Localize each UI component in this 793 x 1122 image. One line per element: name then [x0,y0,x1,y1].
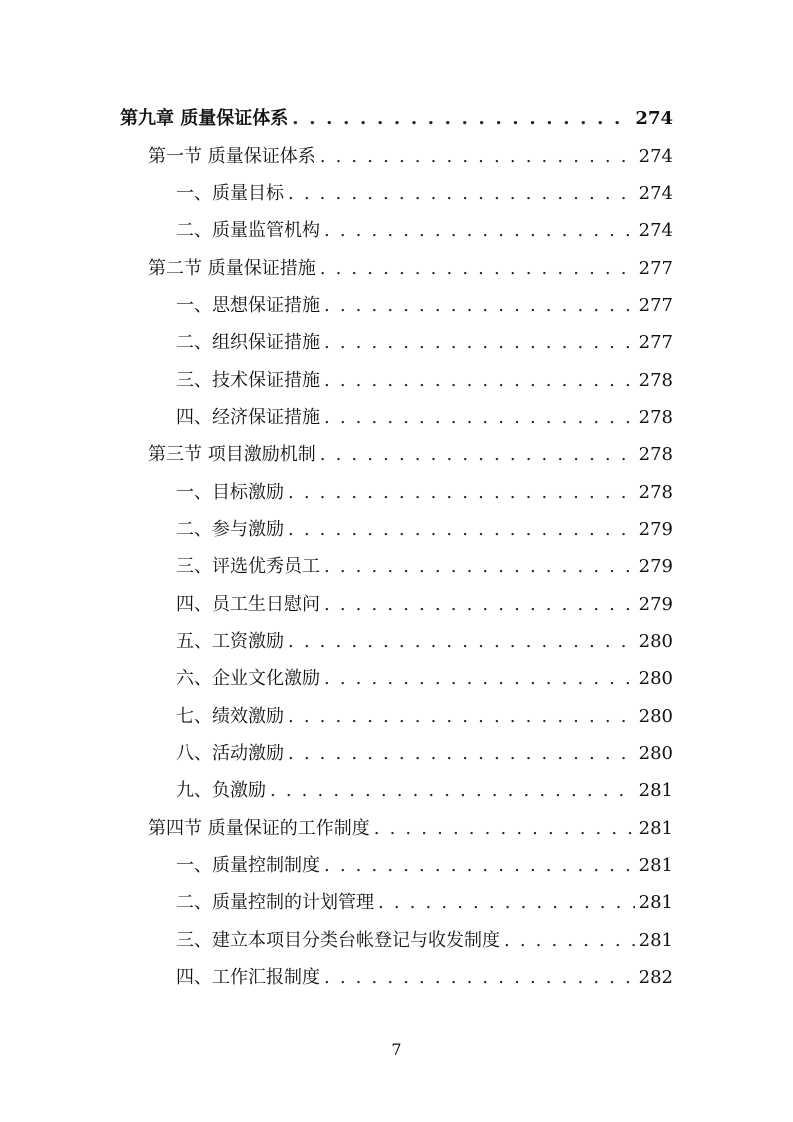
toc-subsection-entry[interactable] [176,926,673,956]
toc-leader-dots [288,739,635,769]
toc-section-entry[interactable] [148,142,673,172]
toc-leader-dots [288,627,635,657]
toc-leader-dots [324,552,635,582]
toc-entry-page: 279 [638,556,673,577]
toc-leader-dots [292,104,631,134]
toc-entry-page: 277 [638,258,673,279]
toc-entry-page: 278 [638,407,673,428]
toc-entry-title: 三、评选优秀员工 [176,556,320,577]
toc-entry-page: 278 [638,370,673,391]
toc-entry-title: 第九章 质量保证体系 [120,108,289,129]
toc-leader-dots [374,814,635,844]
toc-subsection-entry[interactable] [176,963,673,993]
page-number: 7 [391,1040,402,1059]
toc-subsection-entry[interactable] [176,664,673,694]
toc-entry-title: 二、质量监管机构 [176,220,320,241]
toc-entry-page: 274 [638,183,673,204]
toc-subsection-entry[interactable] [176,478,673,508]
toc-leader-dots [288,515,635,545]
toc-entry-title: 三、技术保证措施 [176,370,320,391]
toc-entry-title: 三、建立本项目分类台帐登记与收发制度 [176,930,500,951]
toc-entry-title: 第二节 质量保证措施 [148,258,316,279]
toc-leader-dots [324,590,635,620]
toc-entry-title: 七、绩效激励 [176,706,284,727]
toc-leader-dots [320,440,635,470]
toc-entry-page: 280 [638,706,673,727]
toc-entry-page: 281 [638,855,673,876]
toc-subsection-entry[interactable] [176,552,673,582]
toc-entry-page: 280 [638,631,673,652]
toc-subsection-entry[interactable] [176,515,673,545]
toc-leader-dots [324,366,635,396]
toc-subsection-entry[interactable] [176,366,673,396]
toc-leader-dots [324,216,635,246]
toc-entry-title: 五、工资激励 [176,631,284,652]
toc-leader-dots [270,776,635,806]
toc-leader-dots [324,664,635,694]
toc-entry-title: 二、质量控制的计划管理 [176,892,374,913]
toc-leader-dots [324,963,635,993]
toc-entry-page: 281 [638,780,673,801]
toc-subsection-entry[interactable] [176,590,673,620]
toc-entry-page: 274 [635,108,673,129]
toc-section-entry[interactable] [148,814,673,844]
toc-subsection-entry[interactable] [176,702,673,732]
toc-entry-title: 一、质量目标 [176,183,284,204]
toc-entry-title: 二、参与激励 [176,519,284,540]
toc-entry-title: 六、企业文化激励 [176,668,320,689]
toc-entry-title: 四、员工生日慰问 [176,594,320,615]
toc-subsection-entry[interactable] [176,851,673,881]
toc-entry-title: 九、负激励 [176,780,266,801]
toc-entry-title: 二、组织保证措施 [176,332,320,353]
toc-section-entry[interactable] [148,440,673,470]
toc-leader-dots [378,888,635,918]
toc-leader-dots [324,851,635,881]
toc-entry-page: 281 [638,930,673,951]
toc-entry-page: 274 [638,146,673,167]
toc-subsection-entry[interactable] [176,216,673,246]
toc-entry-title: 一、目标激励 [176,482,284,503]
toc-subsection-entry[interactable] [176,627,673,657]
toc-entry-title: 一、质量控制制度 [176,855,320,876]
toc-entry-page: 280 [638,743,673,764]
toc-entry-page: 279 [638,594,673,615]
toc-entry-title: 四、经济保证措施 [176,407,320,428]
toc-leader-dots [288,179,635,209]
toc-entry-page: 279 [638,519,673,540]
toc-entry-page: 281 [638,818,673,839]
toc-entry-title: 一、思想保证措施 [176,295,320,316]
toc-subsection-entry[interactable] [176,179,673,209]
toc-entry-page: 277 [638,332,673,353]
toc-entry-title: 第三节 项目激励机制 [148,444,316,465]
toc-entry-page: 278 [638,482,673,503]
toc-leader-dots [320,254,635,284]
toc-entry-page: 274 [638,220,673,241]
toc-subsection-entry[interactable] [176,403,673,433]
toc-subsection-entry[interactable] [176,328,673,358]
toc-leader-dots [504,926,635,956]
toc-entry-title: 第四节 质量保证的工作制度 [148,818,370,839]
toc-subsection-entry[interactable] [176,291,673,321]
toc-leader-dots [288,702,635,732]
toc-entry-page: 278 [638,444,673,465]
toc-leader-dots [324,403,635,433]
toc-entry-title: 第一节 质量保证体系 [148,146,316,167]
toc-leader-dots [324,328,635,358]
toc-leader-dots [288,478,635,508]
toc-subsection-entry[interactable] [176,739,673,769]
toc-leader-dots [324,291,635,321]
toc-leader-dots [320,142,635,172]
toc-entry-title: 八、活动激励 [176,743,284,764]
toc-subsection-entry[interactable] [176,888,673,918]
toc-section-entry[interactable] [148,254,673,284]
toc-entry-page: 280 [638,668,673,689]
toc-chapter-entry[interactable] [120,104,673,134]
toc-subsection-entry[interactable] [176,776,673,806]
toc-entry-page: 277 [638,295,673,316]
toc-entry-page: 281 [638,892,673,913]
toc-entry-page: 282 [638,967,673,988]
toc-entry-title: 四、工作汇报制度 [176,967,320,988]
